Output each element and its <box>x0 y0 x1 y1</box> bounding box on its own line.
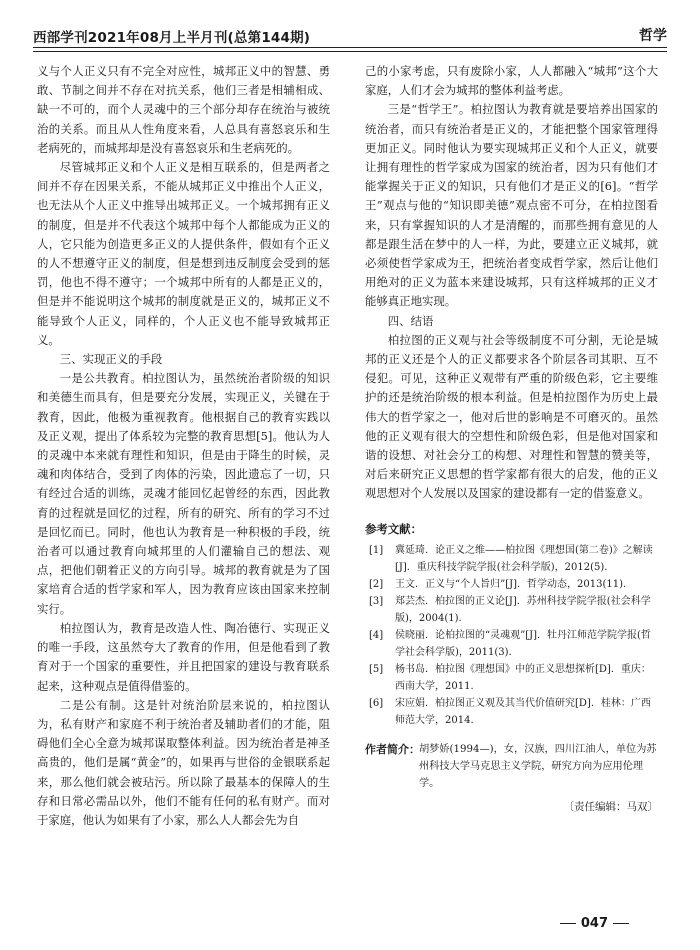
left-column <box>37 62 330 830</box>
body-paragraph: 柏拉图的正义观与社会等级制度不可分割，无论是城邦的正义还是个人的正义都要求各个阶层各司其职、互不侵犯。可见，这种正义观带有严重的阶级色彩，它主要维护的还是统治阶级的根本利益。但是柏拉图作为历史上最伟大的哲学家之一，他对后世的影响是不可磨灭的。虽然他的正义观有很大的空想性和阶级色彩，但是他对国家和谐的设想、对社会分工的构想、对理性和智慧的赞美等，对后来研究正义思想的哲学家都有很大的启发，他的正义观思想对个人发展以及国家的建设都有一定的借鉴意义。 <box>365 332 658 501</box>
reference-number: [2] <box>369 578 384 590</box>
references-title: 参考文献： <box>365 521 422 536</box>
body-paragraph: 柏拉图认为，教育是改造人性、陶冶德行、实现正义的唯一手段，这虽然夸大了教育的作用，但是他看到了教育对于一个国家的重要性，并且把国家的建设与教育联系起来，这种观点是值得借鉴的。 <box>37 620 330 693</box>
page-number-value: 047 <box>580 916 608 931</box>
reference-text: 王文．正义与“个人旨归”[J]．哲学动态，2013(11). <box>395 578 627 590</box>
reference-number: [1] <box>369 544 384 556</box>
reference-text: 侯晓丽．论柏拉图的“灵魂观”[J]．牡丹江师范学院学报(哲学社会科学版)，2011(3). <box>395 629 651 658</box>
reference-number: [6] <box>369 697 384 709</box>
reference-number: [3] <box>369 595 384 607</box>
reference-text: 郑芸杰．柏拉图的正义论[J]．苏州科技学院学报(社会科学版)，2004(1). <box>395 595 651 624</box>
body-paragraph: 尽管城邦正义和个人正义是相互联系的，但是两者之间并不存在因果关系，不能从城邦正义中推出个人正义，也无法从个人正义中推导出城邦正义。一个城邦拥有正义的制度，但是并不代表这个城邦中每个人都能成为正义的人，它只能为创造更多正义的人提供条件，假如有个正义的人不想遵守正义的制度，但是想到违反制度会受到的惩罚，他也不得不遵守；一个城邦中所有的人都是正义的，但是并不能说明这个城邦的制度就是正义的，城邦正义不能导致个人正义，同样的，个人正义也不能导致城邦正义。 <box>37 160 330 347</box>
section-label: 哲学 <box>639 28 667 44</box>
reference-item <box>365 661 658 695</box>
page-number-dash-right <box>613 923 629 924</box>
header-rule-thick <box>33 47 667 48</box>
body-paragraph: 己的小家考虑，只有废除小家，人人都融入“城邦”这个大家庭，人们才会为城邦的整体利益考虑。 <box>365 64 658 98</box>
reference-item <box>365 695 658 729</box>
reference-text: 宋应娟．柏拉图正义观及其当代价值研究[D]．桂林：广西师范大学，2014. <box>395 697 651 726</box>
reference-text: 杨书岛．柏拉图《理想国》中的正义思想探析[D]．重庆：西南大学，2011. <box>395 663 651 692</box>
references-list <box>365 542 658 729</box>
journal-issue-title: 西部学刊2021年08月上半月刊(总第144期) <box>33 30 311 46</box>
reference-item <box>365 593 658 627</box>
section-heading: 三、实现正义的手段 <box>59 352 163 367</box>
reference-item <box>365 627 658 661</box>
running-header <box>33 22 667 50</box>
author-note-text: 胡梦娇(1994—)，女，汉族，四川江油人，单位为苏州科技大学马克思主义学院，研究方向为应用伦理学。 <box>419 743 657 789</box>
reference-number: [5] <box>369 663 384 675</box>
body-paragraph: 一是公共教育。柏拉图认为，虽然统治者阶级的知识和美德生而具有，但是要充分发展，实现正义，关键在于教育，因此，他极为重视教育。他根据自己的教育实践以及正义观，提出了体系较为完整的教育思想[5]。他认为人的灵魂中本来就有理性和知识，但是由于降生的时候，灵魂和肉体结合，受到了肉体的污染，因此遗忘了一切，只有经过合适的训练，灵魂才能回忆起曾经的东西，因此教育的过程就是回忆的过程，所有的研究、所有的学习不过是回忆而已。同时，他也认为教育是一种积极的手段，统治者可以通过教育向城邦里的人们灌输自己的想法、观点，把他们朝着正义的方向引导。城邦的教育就是为了国家培育合适的哲学家和军人，因为教育应该由国家来控制实行。 <box>37 371 330 616</box>
author-note-label: 作者简介： <box>365 742 420 756</box>
header-rule-thin <box>33 51 667 52</box>
reference-item <box>365 542 658 576</box>
reference-number: [4] <box>369 629 384 641</box>
right-column-body <box>365 62 658 504</box>
body-paragraph: 三是“哲学王”。柏拉图认为教育就是要培养出国家的统治者，而只有统治者是正义的，才能把整个国家管理得更加正义。同时他认为要实现城邦正义和个人正义，就要让拥有理性的哲学家成为国家的统治者，因为只有他们才能掌握关于正义的知识，只有他们才是正义的[6]。“哲学王”观点与他的“知识即美德”观点密不可分，在柏拉图看来，只有掌握知识的人才是清醒的，而那些拥有意见的人都是跟生活在梦中的人一样，为此，要建立正义城邦，就必须使哲学家成为王，把统治者变成哲学家，然后让他们用绝对的正义为蓝本来建设城邦，只有这样城邦的正义才能够真正地实现。 <box>365 102 658 309</box>
section-heading: 四、结语 <box>387 313 434 328</box>
reference-text: 冀延琦．论正义之维——柏拉图《理想国(第二卷)》之解读[J]．重庆科技学院学报(社会科学版)，2012(5). <box>395 544 653 573</box>
page-number-dash-left <box>560 923 576 924</box>
reference-item <box>365 576 658 593</box>
page-number <box>555 916 634 931</box>
author-note <box>365 741 658 792</box>
body-paragraph: 义与个人正义只有不完全对应性，城邦正义中的智慧、勇敢、节制之间并不存在对抗关系，他们三者是相辅相成、缺一不可的，而个人灵魂中的三个部分却存在统治与被统治的关系。而且从人性角度来看，人总具有喜怒哀乐和生老病死的，而城邦却是没有喜怒哀乐和生老病死的。 <box>37 64 330 155</box>
editor-note: 〔责任编辑：马双〕 <box>563 800 658 813</box>
body-paragraph: 二是公有制。这是针对统治阶层来说的，柏拉图认为，私有财产和家庭不利于统治者及辅助者们的才能，阻碍他们全心全意为城邦谋取整体利益。因为统治者是神圣高贵的，他们是属“黄金”的，如果再与世俗的金银联系起来，那么他们就会被玷污。所以除了最基本的保障人的生存和日常必需品以外，他们不能有任何的私有财产。而对于家庭，他认为如果有了小家，那么人人都会先为自 <box>37 697 330 827</box>
right-column <box>365 62 658 817</box>
